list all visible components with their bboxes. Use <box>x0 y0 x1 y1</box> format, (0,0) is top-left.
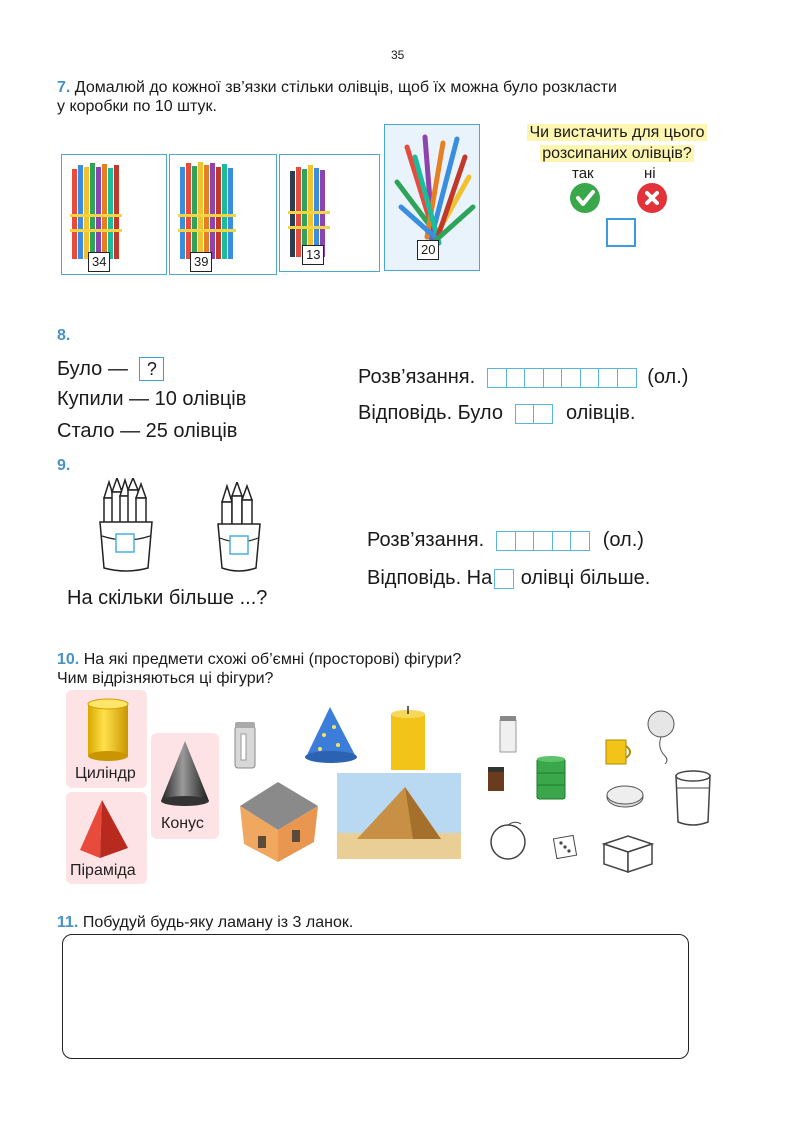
pencil-cup-small-icon <box>214 482 264 574</box>
task9-cup-big-box[interactable] <box>116 534 134 552</box>
task7-text-line1: Домалюй до кожної зв’язки стільки олівців, щоб їх можна було розкласти <box>74 79 617 96</box>
task8-number: 8. <box>57 327 71 344</box>
orange-icon <box>489 818 529 862</box>
candle-icon <box>386 700 430 772</box>
bundle-frame-1 <box>61 154 167 275</box>
task9-answer-cell[interactable] <box>494 567 513 590</box>
task8-solution-label: Розв’язання. <box>358 366 476 388</box>
task9-solution-unit: (ол.) <box>602 529 644 551</box>
cone-label: Конус <box>161 815 204 832</box>
balloon-icon <box>643 708 683 764</box>
coin-icon <box>605 784 645 810</box>
task8-answer-cells[interactable] <box>515 402 552 425</box>
task8-line2: Купили — 10 олівців <box>57 388 247 410</box>
task11-instruction <box>57 913 353 932</box>
pyramid-card <box>66 792 147 884</box>
task8-unknown-box[interactable]: ? <box>139 357 164 381</box>
task9-number: 9. <box>57 457 71 474</box>
task8-answer <box>358 402 635 425</box>
task9-solution-label: Розв’язання. <box>367 529 485 551</box>
cylinder-card <box>66 690 147 788</box>
barrel-icon <box>535 755 567 801</box>
task9-solution <box>367 529 644 552</box>
task8-solution-cells[interactable] <box>487 366 635 389</box>
box-icon <box>598 828 656 874</box>
dice-icon <box>553 835 577 859</box>
bundle-count-2: 39 <box>190 252 212 272</box>
task7-answer-box[interactable] <box>606 218 636 247</box>
task9-solution-cells[interactable] <box>496 529 589 552</box>
task8-was-label: Було — <box>57 358 128 380</box>
cylinder-icon <box>66 692 147 762</box>
page-number: 35 <box>391 48 405 62</box>
bundle-frame-2 <box>169 154 277 275</box>
bundle-count-3: 13 <box>302 245 324 265</box>
task8-line3: Стало — 25 олівців <box>57 420 238 442</box>
no-cross-icon[interactable] <box>637 183 667 213</box>
task10-number: 10. <box>57 651 80 668</box>
task8-line1 <box>57 357 164 381</box>
cone-card <box>151 733 219 839</box>
task10-text-line2: Чим відрізняються ці фігури? <box>57 670 274 687</box>
task7-instruction <box>57 78 757 116</box>
task11-text: Побудуй будь-яку ламану із 3 ланок. <box>82 914 354 931</box>
task10-instruction <box>57 650 757 688</box>
bundle-frame-3 <box>279 154 380 272</box>
task11-number: 11. <box>57 914 79 931</box>
no-label: ні <box>644 165 656 182</box>
yes-check-icon[interactable] <box>570 183 600 213</box>
scattered-count: 20 <box>417 240 439 260</box>
task9-answer-suffix: олівці більше. <box>520 567 651 589</box>
scattered-pencils-frame <box>384 124 480 271</box>
cone-icon <box>151 735 219 811</box>
pyramid-label: Піраміда <box>70 862 136 879</box>
task8-solution-unit: (ол.) <box>647 366 689 388</box>
glass-jar-icon <box>498 714 518 754</box>
house-icon <box>230 778 326 864</box>
pencil-cup-big-icon <box>96 478 156 574</box>
task9-question: На скільки більше ...? <box>67 587 268 609</box>
cylinder-label: Циліндр <box>75 765 136 782</box>
task7-text-line2: у коробки по 10 штук. <box>57 98 217 115</box>
salt-shaker-icon <box>232 720 258 770</box>
task10-text-line1: На які предмети схожі об’ємні (просторові) фігури? <box>83 651 462 668</box>
mug-icon <box>604 736 634 766</box>
task8-solution <box>358 366 688 389</box>
task8-answer-suffix: олівців. <box>565 402 636 424</box>
cup-outline-icon <box>672 766 714 828</box>
small-jar-icon <box>487 766 505 792</box>
bundle-count-1: 34 <box>88 252 110 272</box>
task9-answer-label: Відповідь. На <box>367 567 493 589</box>
task8-answer-label: Відповідь. Було <box>358 402 503 424</box>
task7-question-line2: розсипаних олівців? <box>542 145 692 162</box>
task9-answer <box>367 567 650 590</box>
pyramid-photo-icon <box>337 773 461 859</box>
pyramid-icon <box>66 796 147 860</box>
task7-question-line1: Чи вистачить для цього <box>529 124 705 141</box>
task7-number: 7. <box>57 79 71 96</box>
party-hat-icon <box>300 705 362 767</box>
yes-label: так <box>572 165 594 182</box>
task11-drawing-area[interactable] <box>62 934 689 1059</box>
task7-question <box>510 122 724 164</box>
